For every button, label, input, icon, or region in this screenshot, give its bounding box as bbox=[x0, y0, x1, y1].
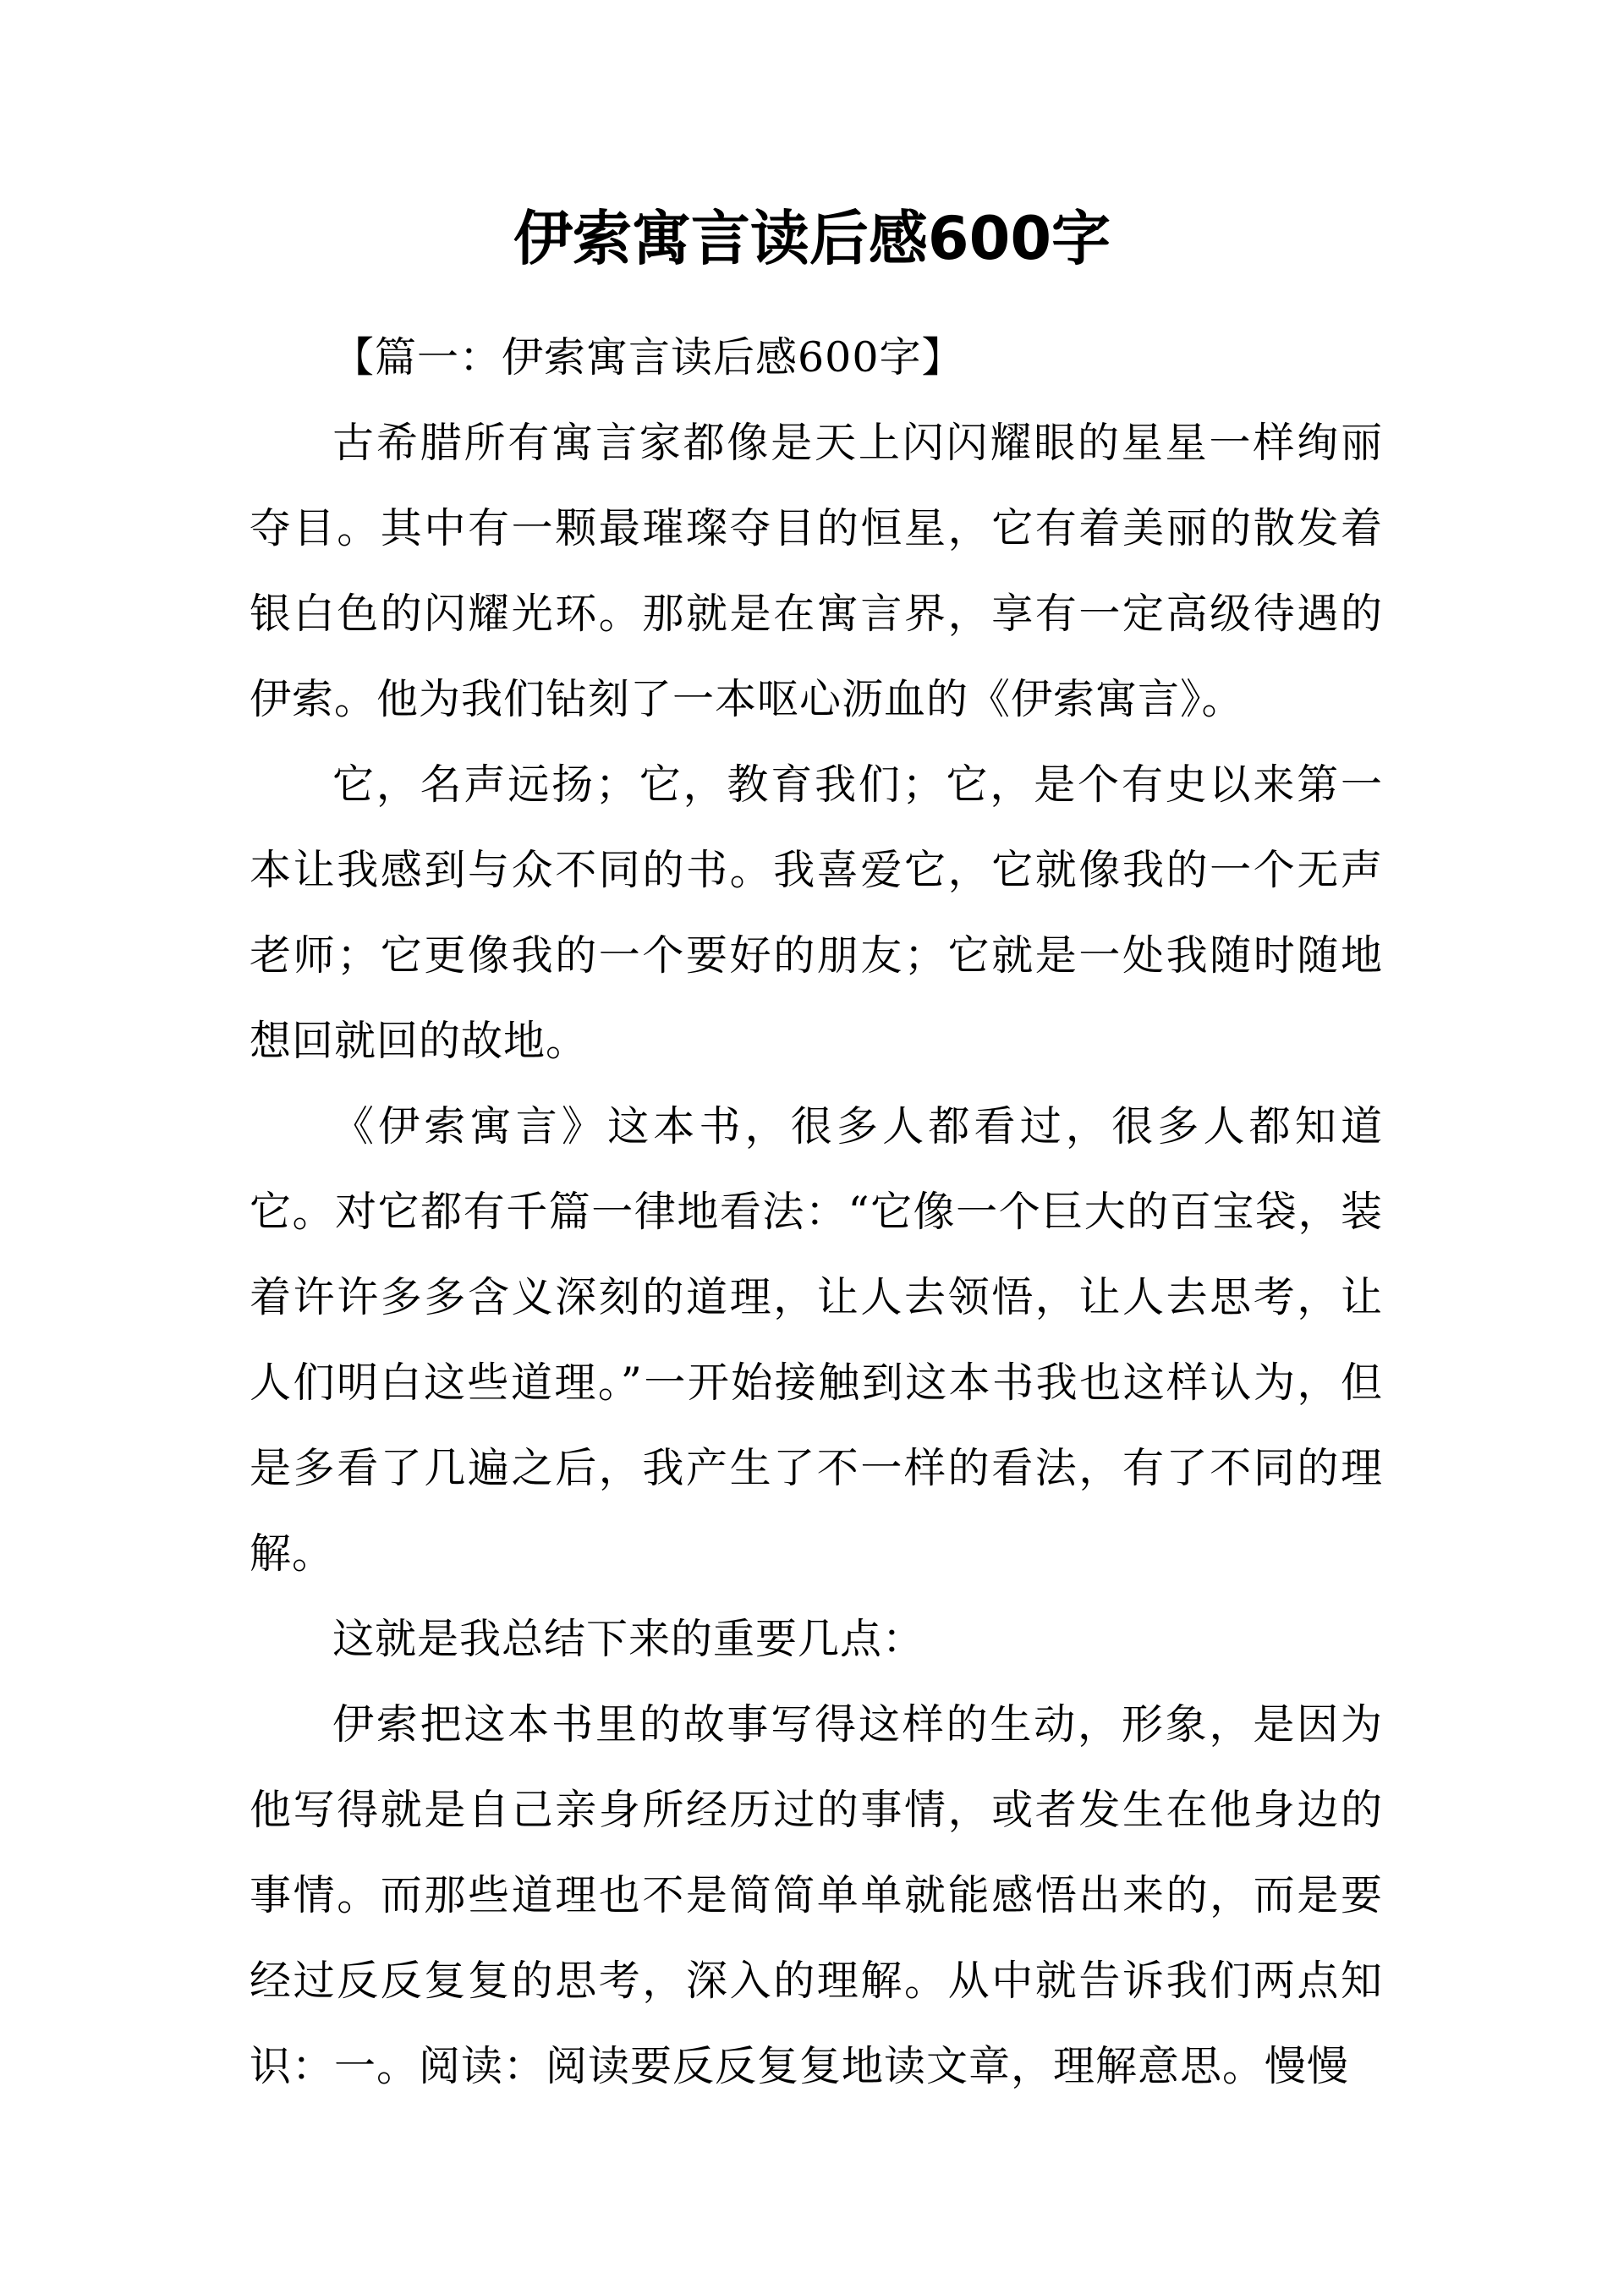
document-title: 伊索寓言读后感600字 bbox=[513, 204, 1111, 273]
paragraph: 《伊索寓言》这本书，很多人都看过，很多人都知道它。对它都有千篇一律地看法：“它像一个巨大的百宝袋，装着许许多多含义深刻的道理，让人去领悟，让人去思考，让人们明白这些道理。”一开始接触到这本书我也这样认为，但是多看了几遍之后，我产生了不一样的看法，有了不同的理解。 bbox=[250, 1102, 1383, 1578]
document-body bbox=[250, 315, 1383, 2109]
paragraph: 伊索把这本书里的故事写得这样的生动，形象，是因为他写得就是自己亲身所经历过的事情，或者发生在他身边的事情。而那些道理也不是简简单单就能感悟出来的，而是要经过反反复复的思考，深入的理解。从中就告诉我们两点知识：一。阅读：阅读要反反复复地读文章，理解意思。慢慢 bbox=[250, 1700, 1383, 2090]
paragraph: 古希腊所有寓言家都像是天上闪闪耀眼的星星一样绚丽夺目。其中有一颗最璀璨夺目的恒星，它有着美丽的散发着银白色的闪耀光环。那就是在寓言界，享有一定高级待遇的伊索。他为我们钻刻了一本呕心沥血的《伊索寓言》。 bbox=[250, 419, 1383, 723]
paragraph: 它，名声远扬；它，教育我们；它，是个有史以来第一本让我感到与众不同的书。我喜爱它，它就像我的一个无声老师；它更像我的一个要好的朋友；它就是一处我随时随地想回就回的故地。 bbox=[250, 760, 1383, 1065]
paragraph: 这就是我总结下来的重要几点： bbox=[332, 1615, 925, 1663]
section-heading: 【篇一：伊索寓言读后感600字】 bbox=[332, 333, 964, 382]
